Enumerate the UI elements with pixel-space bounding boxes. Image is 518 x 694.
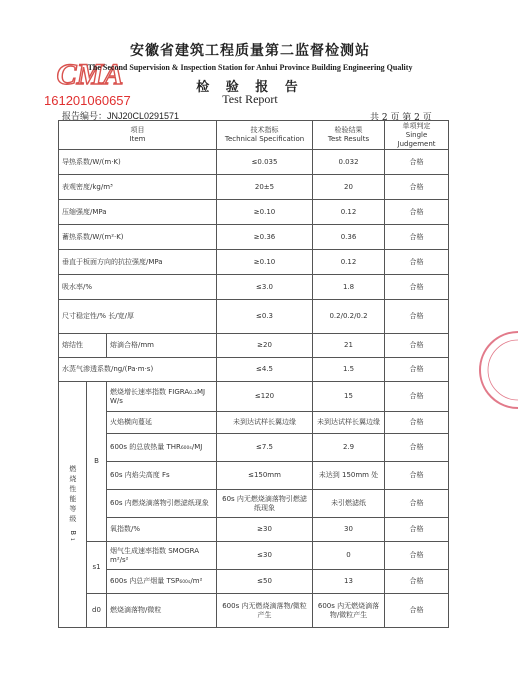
row-item: 火焰横向蔓延 <box>107 412 217 434</box>
header-result-en: Test Results <box>327 135 370 144</box>
header-spec-cn: 技术指标 <box>250 126 279 135</box>
row-spec: ≤30 <box>217 542 313 570</box>
row-spec: ≤120 <box>217 382 313 412</box>
row-judgement: 合格 <box>385 250 449 275</box>
row-spec: ≤4.5 <box>217 358 313 382</box>
row-result: 20 <box>313 175 385 200</box>
row-judgement: 合格 <box>385 275 449 300</box>
row-judgement: 合格 <box>385 150 449 175</box>
row-result: 30 <box>313 518 385 542</box>
table-row <box>59 594 449 628</box>
row-judgement: 合格 <box>385 434 449 462</box>
report-number: 报告编号：JNJ20CL0291571 <box>62 111 180 121</box>
header-item-cn: 项目 <box>130 126 145 135</box>
row-result: 600s 内无燃烧滴落物/微粒产生 <box>313 594 385 628</box>
table-row <box>59 462 449 490</box>
header-result-cn: 检验结果 <box>334 126 363 135</box>
row-spec: ≥0.10 <box>217 250 313 275</box>
row-spec: 20±5 <box>217 175 313 200</box>
svg-text:CMA: CMA <box>56 58 124 91</box>
row-item: 烟气生成速率指数 SMOGRA m²/s² <box>107 542 217 570</box>
row-result: 21 <box>313 334 385 358</box>
table-row <box>59 334 449 358</box>
row-item: 600s 内总产烟量 TSP₆₀₀ₛ/m² <box>107 570 217 594</box>
row-result: 0 <box>313 542 385 570</box>
row-result: 0.12 <box>313 250 385 275</box>
page-number: 共 2 页 第 2 页 <box>370 113 432 123</box>
row-judgement: 合格 <box>385 225 449 250</box>
row-result: 1.8 <box>313 275 385 300</box>
header-judge-en: Single Judgement <box>397 130 436 148</box>
test-results-table <box>58 120 449 628</box>
row-item: 燃烧增长速率指数 FIGRA₀.₂MJ W/s <box>107 382 217 412</box>
table-row <box>59 200 449 225</box>
table-row <box>59 150 449 175</box>
class-b-label: B <box>87 382 107 542</box>
row-result: 未引燃滤纸 <box>313 490 385 518</box>
row-judgement: 合格 <box>385 542 449 570</box>
table-row <box>59 225 449 250</box>
row-spec: ≤7.5 <box>217 434 313 462</box>
row-item: 吸水率/% <box>59 275 217 300</box>
row-judgement: 合格 <box>385 300 449 334</box>
row-judgement: 合格 <box>385 570 449 594</box>
row-spec: ≥0.10 <box>217 200 313 225</box>
table-row <box>59 175 449 200</box>
combustion-label: 燃烧性能等级 B₁ <box>59 382 87 628</box>
table-row <box>59 518 449 542</box>
table-header-row <box>59 121 449 150</box>
row-judgement: 合格 <box>385 200 449 225</box>
row-spec: ≥0.36 <box>217 225 313 250</box>
row-judgement: 合格 <box>385 490 449 518</box>
table-row <box>59 300 449 334</box>
serial-number: 161201060657 <box>44 93 131 108</box>
row-item: 蓄热系数/W/(m²·K) <box>59 225 217 250</box>
row-judgement: 合格 <box>385 412 449 434</box>
report-title-cn: 检 验 报 告 <box>196 80 304 95</box>
table-row <box>59 434 449 462</box>
row-result: 0.032 <box>313 150 385 175</box>
row-spec: ≥30 <box>217 518 313 542</box>
row-spec: 600s 内无燃烧滴落物/微粒产生 <box>217 594 313 628</box>
row-result: 0.12 <box>313 200 385 225</box>
station-name-en: The Second Supervision & Inspection Station for Anhui Province Building Engineering Quality <box>87 63 413 72</box>
row-judgement: 合格 <box>385 334 449 358</box>
table-row <box>59 358 449 382</box>
table-row <box>59 542 449 570</box>
table-row <box>59 570 449 594</box>
row-judgement: 合格 <box>385 462 449 490</box>
row-spec: ≤0.3 <box>217 300 313 334</box>
row-item: 表观密度/kg/m³ <box>59 175 217 200</box>
row-spec: 未到达试样长翼边缘 <box>217 412 313 434</box>
table-row <box>59 275 449 300</box>
header-judge-cn: 单项判定 <box>402 122 431 130</box>
table-row <box>59 490 449 518</box>
row-item: 压缩强度/MPa <box>59 200 217 225</box>
row-judgement: 合格 <box>385 382 449 412</box>
header-spec-en: Technical Specification <box>224 135 305 144</box>
row-item: 60s 内燃烧滴落物引燃滤纸现象 <box>107 490 217 518</box>
row-judgement: 合格 <box>385 358 449 382</box>
row-result: 未到达试样长翼边缘 <box>313 412 385 434</box>
row-item: 水蒸气渗透系数/ng/(Pa·m·s) <box>59 358 217 382</box>
row-judgement: 合格 <box>385 175 449 200</box>
table-row <box>59 412 449 434</box>
row-label: 熔结性 <box>59 334 107 358</box>
header-item-en: Item <box>129 135 146 144</box>
row-result: 13 <box>313 570 385 594</box>
red-seal-stamp <box>478 310 518 430</box>
table-row <box>59 382 449 412</box>
row-spec: ≤150mm <box>217 462 313 490</box>
row-judgement: 合格 <box>385 518 449 542</box>
row-item: 60s 内焰尖高度 Fs <box>107 462 217 490</box>
row-spec: ≤0.035 <box>217 150 313 175</box>
report-title-en: Test Report <box>222 92 278 106</box>
row-result: 0.2/0.2/0.2 <box>313 300 385 334</box>
row-item: 燃烧滴落物/微粒 <box>107 594 217 628</box>
row-result: 未达到 150mm 处 <box>313 462 385 490</box>
row-sublabel: 熔滴合格/mm <box>107 334 217 358</box>
row-result: 1.5 <box>313 358 385 382</box>
class-s1-label: s1 <box>87 542 107 594</box>
row-spec: ≥20 <box>217 334 313 358</box>
row-item: 尺寸稳定性/% 长/宽/厚 <box>59 300 217 334</box>
station-name-cn: 安徽省建筑工程质量第二监督检测站 <box>130 43 370 59</box>
class-d0-label: d0 <box>87 594 107 628</box>
row-item: 导热系数/W/(m·K) <box>59 150 217 175</box>
row-item: 氧指数/% <box>107 518 217 542</box>
row-spec: ≤3.0 <box>217 275 313 300</box>
row-item: 垂直于板面方向的抗拉强度/MPa <box>59 250 217 275</box>
row-result: 0.36 <box>313 225 385 250</box>
row-item: 600s 的总放热量 THR₆₀₀ₛ/MJ <box>107 434 217 462</box>
row-result: 15 <box>313 382 385 412</box>
table-row <box>59 250 449 275</box>
row-result: 2.9 <box>313 434 385 462</box>
row-spec: 60s 内无燃烧滴落物引燃滤纸现象 <box>217 490 313 518</box>
row-spec: ≤50 <box>217 570 313 594</box>
row-judgement: 合格 <box>385 594 449 628</box>
